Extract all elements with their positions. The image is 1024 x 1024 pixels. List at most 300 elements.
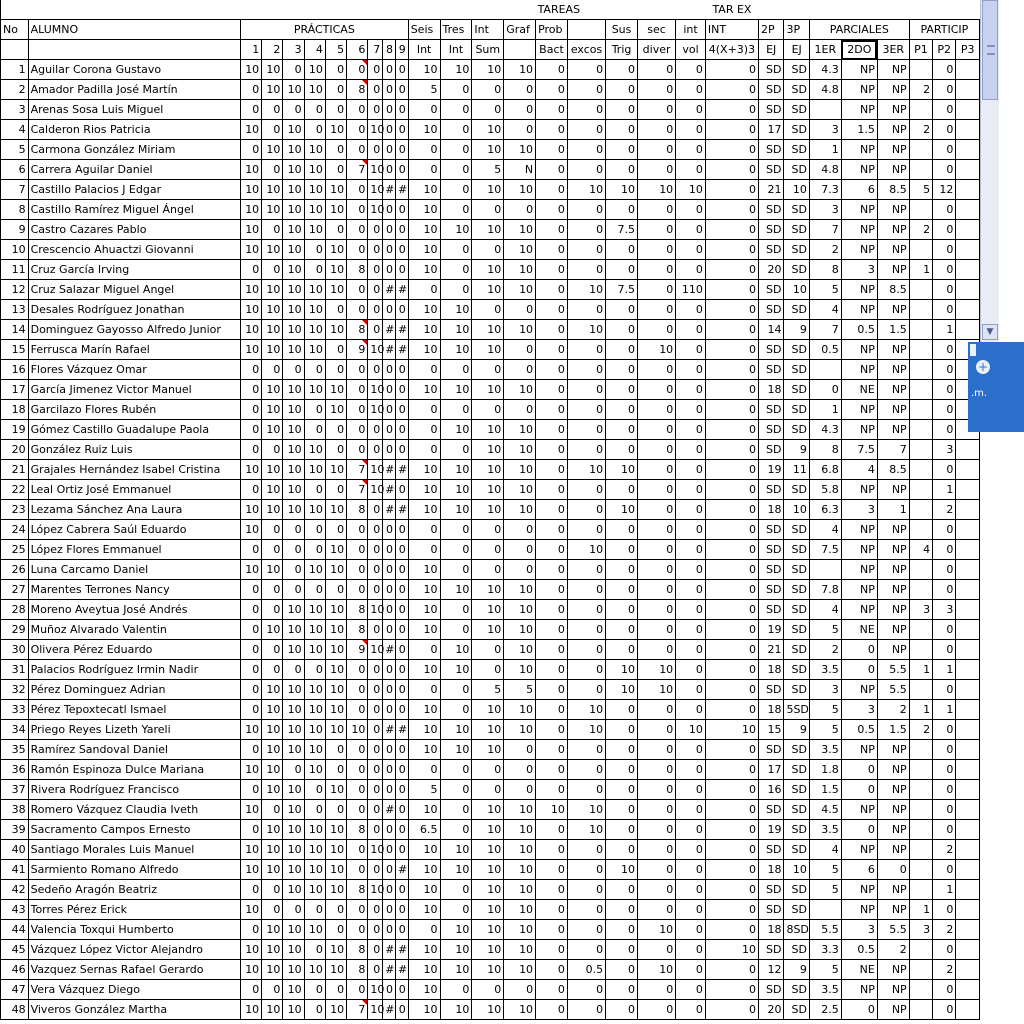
grade-cell[interactable]: 10 xyxy=(262,620,283,640)
grade-cell[interactable]: SD xyxy=(784,880,809,900)
grade-cell[interactable]: 0 xyxy=(304,240,325,260)
grade-cell[interactable]: 0 xyxy=(240,80,261,100)
grade-cell[interactable]: 10 xyxy=(262,340,283,360)
grade-cell[interactable]: 0 xyxy=(368,720,383,740)
grade-cell[interactable]: 0 xyxy=(325,300,346,320)
grade-cell[interactable]: 0 xyxy=(368,860,383,880)
group-header-cell[interactable]: PARCIALES xyxy=(809,20,909,40)
grade-cell[interactable]: 0 xyxy=(383,980,396,1000)
grade-cell[interactable]: 10 xyxy=(368,640,383,660)
grade-cell[interactable]: 10 xyxy=(304,680,325,700)
grade-cell[interactable]: 0 xyxy=(504,80,536,100)
grade-cell[interactable]: 0 xyxy=(705,80,758,100)
grade-cell[interactable]: 1.5 xyxy=(841,120,877,140)
grade-cell[interactable]: 10 xyxy=(262,720,283,740)
grade-cell[interactable]: 0 xyxy=(383,420,396,440)
grade-cell[interactable]: 0 xyxy=(637,480,675,500)
grade-cell[interactable]: 3.5 xyxy=(809,980,841,1000)
grade-cell[interactable]: 9 xyxy=(347,640,368,660)
grade-cell[interactable]: 10 xyxy=(262,780,283,800)
grade-cell[interactable]: 0 xyxy=(347,520,368,540)
column-header-cell[interactable]: 3 xyxy=(283,40,304,60)
grade-cell[interactable] xyxy=(909,380,932,400)
grade-cell[interactable]: 17 xyxy=(758,760,783,780)
grade-cell[interactable]: 10 xyxy=(472,940,504,960)
grade-cell[interactable]: 10 xyxy=(325,320,346,340)
grade-cell[interactable]: 4.8 xyxy=(809,160,841,180)
grade-cell[interactable]: 10 xyxy=(606,180,638,200)
grade-cell[interactable]: 10 xyxy=(504,180,536,200)
grade-cell[interactable]: 10 xyxy=(283,220,304,240)
grade-cell[interactable]: 0 xyxy=(567,520,605,540)
grade-cell[interactable]: SD xyxy=(784,160,809,180)
grade-cell[interactable]: 10 xyxy=(440,220,472,240)
grade-cell[interactable]: 0 xyxy=(705,620,758,640)
grade-cell[interactable]: 0 xyxy=(536,740,568,760)
grade-cell[interactable]: 0 xyxy=(240,600,261,620)
row-number-cell[interactable]: 4 xyxy=(1,120,29,140)
grade-cell[interactable]: 0 xyxy=(325,140,346,160)
grade-cell[interactable]: 10 xyxy=(504,500,536,520)
grade-cell[interactable]: 10 xyxy=(784,860,809,880)
grade-cell[interactable]: 3 xyxy=(841,260,877,280)
grade-cell[interactable] xyxy=(956,900,980,920)
grade-cell[interactable] xyxy=(956,280,980,300)
grade-cell[interactable]: 0 xyxy=(383,580,396,600)
grade-cell[interactable]: 0 xyxy=(347,700,368,720)
grade-cell[interactable]: 0 xyxy=(705,640,758,660)
grade-cell[interactable]: 0 xyxy=(933,760,956,780)
grade-cell[interactable]: 0 xyxy=(536,680,568,700)
grade-cell[interactable]: 8 xyxy=(347,260,368,280)
grade-cell[interactable]: # xyxy=(383,500,396,520)
grade-cell[interactable]: 10 xyxy=(368,200,383,220)
grade-cell[interactable]: 0 xyxy=(472,560,504,580)
grade-cell[interactable]: 0 xyxy=(368,280,383,300)
grade-cell[interactable]: 8.5 xyxy=(877,280,909,300)
grade-cell[interactable]: 0 xyxy=(304,980,325,1000)
grade-cell[interactable]: NP xyxy=(841,60,877,80)
grade-cell[interactable]: 0 xyxy=(240,540,261,560)
grade-cell[interactable]: 3 xyxy=(809,120,841,140)
grade-cell[interactable]: 0 xyxy=(676,660,706,680)
grade-cell[interactable] xyxy=(909,340,932,360)
grade-cell[interactable]: 14 xyxy=(758,320,783,340)
grade-cell[interactable]: 0 xyxy=(440,180,472,200)
grade-cell[interactable]: NP xyxy=(877,380,909,400)
grade-cell[interactable]: 6.8 xyxy=(809,460,841,480)
grade-cell[interactable]: 12 xyxy=(758,960,783,980)
grade-cell[interactable]: 10 xyxy=(408,580,440,600)
grade-cell[interactable]: 0 xyxy=(637,460,675,480)
grade-cell[interactable]: SD xyxy=(758,520,783,540)
student-name-cell[interactable]: Romero Vázquez Claudia Iveth xyxy=(28,800,240,820)
grade-cell[interactable]: 10 xyxy=(472,880,504,900)
grade-cell[interactable]: 10 xyxy=(440,480,472,500)
grade-cell[interactable]: 10 xyxy=(283,600,304,620)
grade-cell[interactable]: 10 xyxy=(325,540,346,560)
grade-cell[interactable]: 10 xyxy=(637,680,675,700)
grade-cell[interactable]: NP xyxy=(877,620,909,640)
grade-cell[interactable]: 10 xyxy=(304,840,325,860)
grade-cell[interactable]: NP xyxy=(877,980,909,1000)
grade-cell[interactable]: NP xyxy=(877,880,909,900)
grade-cell[interactable] xyxy=(909,840,932,860)
section-header-cell[interactable] xyxy=(262,0,283,20)
grade-cell[interactable]: 10 xyxy=(408,600,440,620)
vertical-scrollbar[interactable] xyxy=(980,0,999,342)
grade-cell[interactable]: 6 xyxy=(841,180,877,200)
grade-cell[interactable]: 7 xyxy=(877,440,909,460)
grade-cell[interactable]: NE xyxy=(841,380,877,400)
grade-cell[interactable]: 0 xyxy=(606,980,638,1000)
grade-cell[interactable] xyxy=(956,260,980,280)
grade-cell[interactable]: 10 xyxy=(240,760,261,780)
grade-cell[interactable]: 0 xyxy=(325,980,346,1000)
grade-cell[interactable]: NP xyxy=(877,600,909,620)
grade-cell[interactable]: 0 xyxy=(567,940,605,960)
grade-cell[interactable]: 1 xyxy=(909,660,932,680)
grade-cell[interactable]: 10 xyxy=(606,860,638,880)
grade-cell[interactable] xyxy=(956,980,980,1000)
grade-cell[interactable]: 3.3 xyxy=(809,940,841,960)
grade-cell[interactable] xyxy=(956,560,980,580)
group-header-cell[interactable]: int xyxy=(676,20,706,40)
grade-cell[interactable]: 0 xyxy=(304,660,325,680)
grade-cell[interactable]: 0 xyxy=(676,260,706,280)
grade-cell[interactable]: NP xyxy=(877,960,909,980)
grade-cell[interactable]: 0 xyxy=(933,160,956,180)
grade-cell[interactable]: 0 xyxy=(368,960,383,980)
student-name-cell[interactable]: Ramón Espinoza Dulce Mariana xyxy=(28,760,240,780)
grade-cell[interactable]: 3 xyxy=(841,500,877,520)
grade-cell[interactable]: 0 xyxy=(408,280,440,300)
grade-cell[interactable]: 10 xyxy=(504,240,536,260)
grade-cell[interactable]: 0 xyxy=(440,560,472,580)
grade-cell[interactable]: 0 xyxy=(536,620,568,640)
grade-cell[interactable]: 10 xyxy=(262,460,283,480)
grade-cell[interactable]: 10 xyxy=(262,1000,283,1020)
grade-cell[interactable]: 0 xyxy=(676,540,706,560)
grade-cell[interactable]: 0 xyxy=(705,200,758,220)
grade-cell[interactable]: 10 xyxy=(504,860,536,880)
grade-cell[interactable]: 0 xyxy=(504,360,536,380)
grade-cell[interactable]: 10 xyxy=(408,1000,440,1020)
grade-cell[interactable]: 0 xyxy=(705,160,758,180)
grade-cell[interactable]: 0 xyxy=(240,920,261,940)
grade-cell[interactable]: 10 xyxy=(283,980,304,1000)
grade-cell[interactable]: 10 xyxy=(325,460,346,480)
grade-cell[interactable]: 0 xyxy=(368,260,383,280)
grade-cell[interactable]: 19 xyxy=(758,820,783,840)
grade-cell[interactable]: 0 xyxy=(705,100,758,120)
grade-cell[interactable]: 0 xyxy=(705,240,758,260)
grade-cell[interactable]: SD xyxy=(784,100,809,120)
grade-cell[interactable]: 0 xyxy=(283,580,304,600)
column-header-cell[interactable] xyxy=(504,40,536,60)
grade-cell[interactable]: 0 xyxy=(383,840,396,860)
grade-cell[interactable]: 0 xyxy=(606,840,638,860)
grade-cell[interactable]: SD xyxy=(784,120,809,140)
grade-cell[interactable]: 0 xyxy=(637,140,675,160)
grade-cell[interactable]: SD xyxy=(758,540,783,560)
grade-cell[interactable]: 0 xyxy=(606,100,638,120)
grade-cell[interactable]: 0 xyxy=(395,580,408,600)
grade-cell[interactable]: 4 xyxy=(809,300,841,320)
grade-cell[interactable]: 10 xyxy=(567,280,605,300)
grade-cell[interactable]: 7 xyxy=(809,220,841,240)
grade-cell[interactable]: 0 xyxy=(606,700,638,720)
grade-cell[interactable]: 10 xyxy=(504,700,536,720)
grade-cell[interactable]: 0 xyxy=(395,420,408,440)
grade-cell[interactable]: 10 xyxy=(472,1000,504,1020)
group-header-cell[interactable]: Graf xyxy=(504,20,536,40)
grade-cell[interactable]: 10 xyxy=(408,180,440,200)
student-name-cell[interactable]: Arenas Sosa Luis Miguel xyxy=(28,100,240,120)
grade-cell[interactable]: 10 xyxy=(283,820,304,840)
grade-cell[interactable]: 0 xyxy=(841,1000,877,1020)
grade-cell[interactable]: 0 xyxy=(440,400,472,420)
grade-cell[interactable]: 10 xyxy=(504,940,536,960)
row-number-cell[interactable]: 45 xyxy=(1,940,29,960)
grade-cell[interactable]: 10 xyxy=(283,680,304,700)
grade-cell[interactable]: 10 xyxy=(472,700,504,720)
grade-cell[interactable]: 0 xyxy=(933,400,956,420)
grade-cell[interactable]: SD xyxy=(784,140,809,160)
row-number-cell[interactable]: 6 xyxy=(1,160,29,180)
grade-cell[interactable]: 10 xyxy=(368,160,383,180)
grade-cell[interactable]: 10 xyxy=(283,300,304,320)
column-header-cell[interactable]: 2 xyxy=(262,40,283,60)
student-name-cell[interactable]: Amador Padilla José Martín xyxy=(28,80,240,100)
group-header-cell[interactable]: sec xyxy=(637,20,675,40)
grade-cell[interactable]: 0 xyxy=(304,900,325,920)
grade-cell[interactable]: 0 xyxy=(567,680,605,700)
grade-cell[interactable]: 0 xyxy=(472,640,504,660)
grade-cell[interactable]: 0 xyxy=(536,920,568,940)
grade-cell[interactable]: 10 xyxy=(262,200,283,220)
grade-cell[interactable]: 10 xyxy=(262,960,283,980)
grade-cell[interactable]: 0 xyxy=(933,340,956,360)
grade-cell[interactable]: 0 xyxy=(705,980,758,1000)
column-header-cell[interactable]: excos xyxy=(567,40,605,60)
grade-cell[interactable]: 0 xyxy=(440,440,472,460)
grade-cell[interactable]: 10 xyxy=(240,560,261,580)
grade-cell[interactable]: 0 xyxy=(240,440,261,460)
student-name-cell[interactable]: Dominguez Gayosso Alfredo Junior xyxy=(28,320,240,340)
row-number-cell[interactable]: 13 xyxy=(1,300,29,320)
grade-cell[interactable]: 0 xyxy=(705,1000,758,1020)
grade-cell[interactable]: SD xyxy=(758,740,783,760)
grade-cell[interactable]: 10 xyxy=(504,580,536,600)
grade-cell[interactable]: 8 xyxy=(809,440,841,460)
student-name-cell[interactable]: Carmona González Miriam xyxy=(28,140,240,160)
grade-cell[interactable]: NP xyxy=(877,640,909,660)
grade-cell[interactable]: 0 xyxy=(567,360,605,380)
grade-cell[interactable]: 0 xyxy=(472,240,504,260)
grade-cell[interactable]: # xyxy=(383,180,396,200)
grade-cell[interactable] xyxy=(909,580,932,600)
grade-cell[interactable]: 0 xyxy=(440,520,472,540)
grade-cell[interactable]: 10 xyxy=(368,120,383,140)
section-header-cell[interactable] xyxy=(1,0,29,20)
grade-cell[interactable]: 10 xyxy=(408,220,440,240)
grade-cell[interactable]: 0 xyxy=(567,780,605,800)
grade-cell[interactable]: SD xyxy=(784,1000,809,1020)
grade-cell[interactable]: 0 xyxy=(933,120,956,140)
grade-cell[interactable] xyxy=(909,480,932,500)
grade-cell[interactable]: 4.3 xyxy=(809,420,841,440)
grade-cell[interactable]: 1 xyxy=(877,500,909,520)
grade-cell[interactable]: 0 xyxy=(567,300,605,320)
grade-cell[interactable]: 4.3 xyxy=(809,60,841,80)
grade-cell[interactable]: 0 xyxy=(304,120,325,140)
grade-cell[interactable]: 10 xyxy=(637,660,675,680)
grade-cell[interactable]: SD xyxy=(758,940,783,960)
grade-cell[interactable]: 0 xyxy=(240,620,261,640)
grade-cell[interactable] xyxy=(956,760,980,780)
grade-cell[interactable]: SD xyxy=(758,800,783,820)
grade-cell[interactable]: 0 xyxy=(933,220,956,240)
grade-cell[interactable]: 10 xyxy=(325,240,346,260)
column-header-cell[interactable]: 6 xyxy=(347,40,368,60)
grade-cell[interactable]: 0 xyxy=(536,460,568,480)
grade-cell[interactable]: 10 xyxy=(304,620,325,640)
student-name-cell[interactable]: Lezama Sánchez Ana Laura xyxy=(28,500,240,520)
row-number-cell[interactable]: 33 xyxy=(1,700,29,720)
grade-cell[interactable]: 0 xyxy=(368,320,383,340)
grade-cell[interactable]: 0 xyxy=(347,420,368,440)
grade-cell[interactable]: 18 xyxy=(758,380,783,400)
grade-cell[interactable]: 10 xyxy=(440,860,472,880)
row-number-cell[interactable]: 29 xyxy=(1,620,29,640)
grade-cell[interactable]: 0 xyxy=(933,1000,956,1020)
grade-cell[interactable]: 0 xyxy=(368,800,383,820)
grade-cell[interactable]: 10 xyxy=(504,880,536,900)
grade-cell[interactable]: NP xyxy=(841,600,877,620)
grade-cell[interactable]: 0 xyxy=(472,780,504,800)
grade-cell[interactable]: NP xyxy=(841,880,877,900)
grade-cell[interactable]: NP xyxy=(841,680,877,700)
grade-cell[interactable]: 0 xyxy=(606,720,638,740)
grade-cell[interactable]: 4 xyxy=(809,840,841,860)
grade-cell[interactable]: 0 xyxy=(536,420,568,440)
grade-cell[interactable]: 0 xyxy=(567,400,605,420)
grade-cell[interactable]: 9 xyxy=(784,440,809,460)
grade-cell[interactable]: 7.3 xyxy=(809,180,841,200)
grade-cell[interactable]: 0 xyxy=(368,580,383,600)
grade-cell[interactable]: 0 xyxy=(304,480,325,500)
grade-cell[interactable]: 0 xyxy=(536,240,568,260)
grade-cell[interactable]: 0 xyxy=(567,480,605,500)
grade-cell[interactable]: NP xyxy=(877,840,909,860)
grade-cell[interactable]: SD xyxy=(758,900,783,920)
grade-cell[interactable]: 10 xyxy=(637,920,675,940)
grade-cell[interactable]: 0 xyxy=(933,300,956,320)
grade-cell[interactable]: SD xyxy=(758,880,783,900)
student-name-cell[interactable]: López Cabrera Saúl Eduardo xyxy=(28,520,240,540)
section-header-cell[interactable] xyxy=(504,0,536,20)
grade-cell[interactable]: 0 xyxy=(347,560,368,580)
grade-cell[interactable]: 0 xyxy=(440,680,472,700)
grade-cell[interactable]: 0 xyxy=(504,980,536,1000)
group-header-cell[interactable]: No xyxy=(1,20,29,40)
grade-cell[interactable]: SD xyxy=(784,380,809,400)
grade-cell[interactable]: 0 xyxy=(606,200,638,220)
grade-cell[interactable]: 2 xyxy=(933,960,956,980)
grade-cell[interactable]: SD xyxy=(784,580,809,600)
grade-cell[interactable]: 0 xyxy=(395,240,408,260)
grade-cell[interactable]: 0 xyxy=(933,580,956,600)
grade-cell[interactable]: 10 xyxy=(240,960,261,980)
grade-cell[interactable]: 0 xyxy=(637,440,675,460)
grade-cell[interactable]: NP xyxy=(877,740,909,760)
grade-cell[interactable]: 10 xyxy=(262,60,283,80)
grade-cell[interactable]: 18 xyxy=(758,920,783,940)
grade-cell[interactable]: 0 xyxy=(395,80,408,100)
grade-cell[interactable]: 10 xyxy=(440,940,472,960)
grade-cell[interactable]: 0 xyxy=(383,380,396,400)
grade-cell[interactable]: 0 xyxy=(325,60,346,80)
grade-cell[interactable]: 10 xyxy=(408,880,440,900)
grade-cell[interactable]: SD xyxy=(758,680,783,700)
grade-cell[interactable]: 0 xyxy=(676,840,706,860)
grade-cell[interactable]: 10 xyxy=(262,320,283,340)
grade-cell[interactable]: 10 xyxy=(325,120,346,140)
grade-cell[interactable]: 0 xyxy=(440,820,472,840)
grade-cell[interactable]: 0 xyxy=(262,900,283,920)
grade-cell[interactable]: 0 xyxy=(347,580,368,600)
grade-cell[interactable]: SD xyxy=(758,840,783,860)
grade-cell[interactable]: 1 xyxy=(909,700,932,720)
grade-cell[interactable]: 1 xyxy=(933,320,956,340)
grade-cell[interactable]: 10 xyxy=(472,60,504,80)
column-header-cell[interactable]: 2DO xyxy=(841,40,877,60)
student-name-cell[interactable]: Vera Vázquez Diego xyxy=(28,980,240,1000)
grade-cell[interactable]: 0 xyxy=(347,300,368,320)
grade-cell[interactable]: NP xyxy=(841,740,877,760)
grade-cell[interactable]: N xyxy=(504,160,536,180)
grade-cell[interactable]: 10 xyxy=(440,920,472,940)
grade-cell[interactable]: 9 xyxy=(347,340,368,360)
grade-cell[interactable]: 0 xyxy=(637,800,675,820)
grade-cell[interactable]: 11 xyxy=(784,460,809,480)
grade-cell[interactable]: 0 xyxy=(472,300,504,320)
group-header-cell[interactable]: INT xyxy=(705,20,758,40)
grade-cell[interactable]: 0 xyxy=(676,140,706,160)
grade-cell[interactable]: 1 xyxy=(809,400,841,420)
grade-cell[interactable]: 10 xyxy=(283,80,304,100)
grade-cell[interactable]: 10 xyxy=(368,400,383,420)
grade-cell[interactable]: SD xyxy=(784,600,809,620)
grade-cell[interactable]: 10 xyxy=(240,240,261,260)
grade-cell[interactable]: 10 xyxy=(637,180,675,200)
grade-cell[interactable] xyxy=(956,680,980,700)
grade-cell[interactable]: 10 xyxy=(472,460,504,480)
grade-cell[interactable]: 10 xyxy=(240,840,261,860)
grade-cell[interactable]: 10 xyxy=(262,80,283,100)
scroll-down-arrow-icon[interactable]: ▼ xyxy=(982,324,998,340)
grade-cell[interactable]: 0 xyxy=(395,220,408,240)
grade-cell[interactable]: 0 xyxy=(606,520,638,540)
grade-cell[interactable]: 10 xyxy=(325,660,346,680)
grade-cell[interactable] xyxy=(909,880,932,900)
grade-cell[interactable]: 0 xyxy=(676,700,706,720)
grade-cell[interactable]: 0 xyxy=(705,820,758,840)
grade-cell[interactable]: 10 xyxy=(304,80,325,100)
grade-cell[interactable]: 0 xyxy=(347,180,368,200)
grade-cell[interactable]: 0 xyxy=(440,100,472,120)
